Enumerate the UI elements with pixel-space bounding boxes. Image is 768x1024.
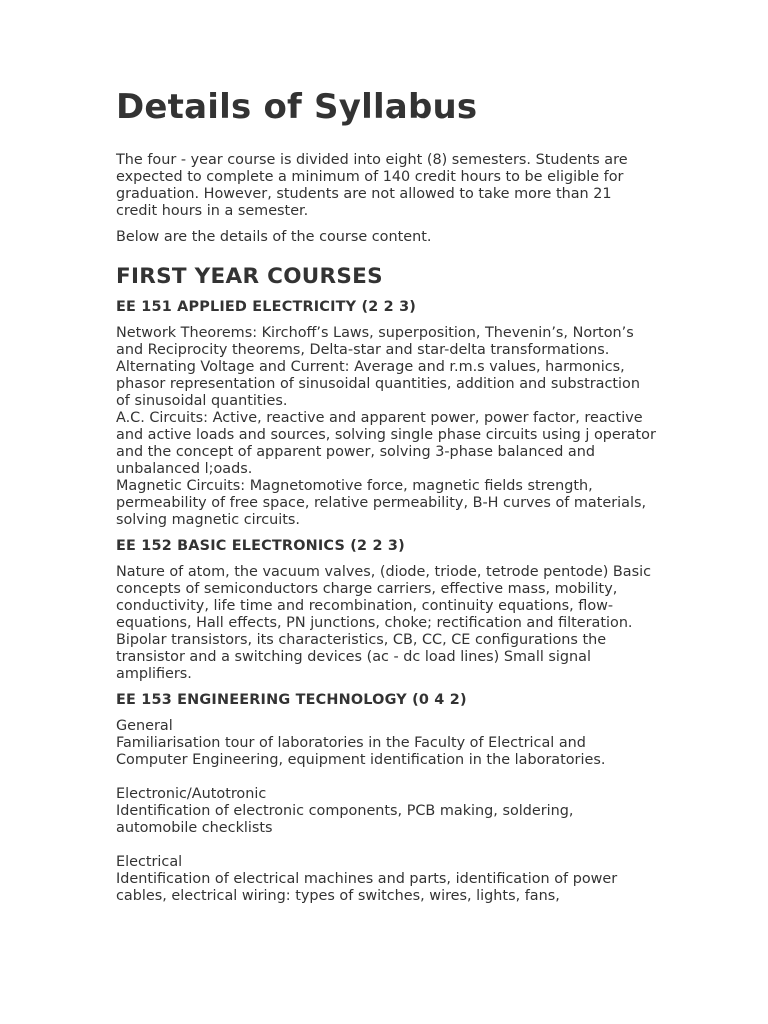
course-heading-ee153: EE 153 ENGINEERING TECHNOLOGY (0 4 2) xyxy=(116,692,467,708)
group-label-electrical: Electrical xyxy=(116,854,183,870)
group-text-electronic: Identification of electronic components, PCB making, soldering, automobile checklists xyxy=(116,803,574,836)
course-body-ee153 xyxy=(116,718,656,905)
course-content-note: Below are the details of the course content. xyxy=(116,229,432,245)
paragraph-spacer xyxy=(116,769,656,786)
group-label-electronic: Electronic/Autotronic xyxy=(116,786,267,802)
document-page xyxy=(116,84,656,905)
course-body-ee152 xyxy=(116,564,656,683)
intro-paragraph: The four - year course is divided into eight (8) semesters. Students are expected to complete a minimum of 140 credit hours to be eligible for graduation. However, students are not allowed to take more than 21 credit hours in a semester. xyxy=(116,152,628,219)
course-line: A.C. Circuits: Active, reactive and apparent power, power factor, reactive and active loads and sources, solving single phase circuits using j operator and the concept of apparent power, solving 3-phase balanced and unbalanced l;oads. xyxy=(116,410,656,477)
course-heading-ee152: EE 152 BASIC ELECTRONICS (2 2 3) xyxy=(116,538,405,554)
paragraph-spacer xyxy=(116,837,656,854)
group-text-electrical: Identification of electrical machines and parts, identification of power cables, electrical wiring: types of switches, wires, lights, fans, xyxy=(116,871,618,904)
group-label-general: General xyxy=(116,718,173,734)
course-line: Network Theorems: Kirchoff’s Laws, superposition, Thevenin’s, Norton’s and Reciprocity theorems, Delta-star and star-delta transformations. xyxy=(116,325,634,358)
course-heading-ee151: EE 151 APPLIED ELECTRICITY (2 2 3) xyxy=(116,299,417,315)
section-title: FIRST YEAR COURSES xyxy=(116,264,383,289)
course-line: Magnetic Circuits: Magnetomotive force, magnetic fields strength, permeability of free space, relative permeability, B-H curves of materials, solving magnetic circuits. xyxy=(116,478,647,528)
course-line: Alternating Voltage and Current: Average and r.m.s values, harmonics, phasor representation of sinusoidal quantities, addition and substraction of sinusoidal quantities. xyxy=(116,359,640,409)
page-title: Details of Syllabus xyxy=(116,87,478,127)
course-body-ee151 xyxy=(116,325,656,529)
group-text-general: Familiarisation tour of laboratories in the Faculty of Electrical and Computer Engineering, equipment identification in the laboratories. xyxy=(116,735,606,768)
course-line: Nature of atom, the vacuum valves, (diode, triode, tetrode pentode) Basic concepts of semiconductors charge carriers, effective mass, mobility, conductivity, life time and recombination, continuity equations, flow-equations, Hall effects, PN junctions, choke; rectification and filteration. Bipolar transistors, its characteristics, CB, CC, CE configurations the transistor and a switching devices (ac - dc load lines) Small signal amplifiers. xyxy=(116,564,651,682)
